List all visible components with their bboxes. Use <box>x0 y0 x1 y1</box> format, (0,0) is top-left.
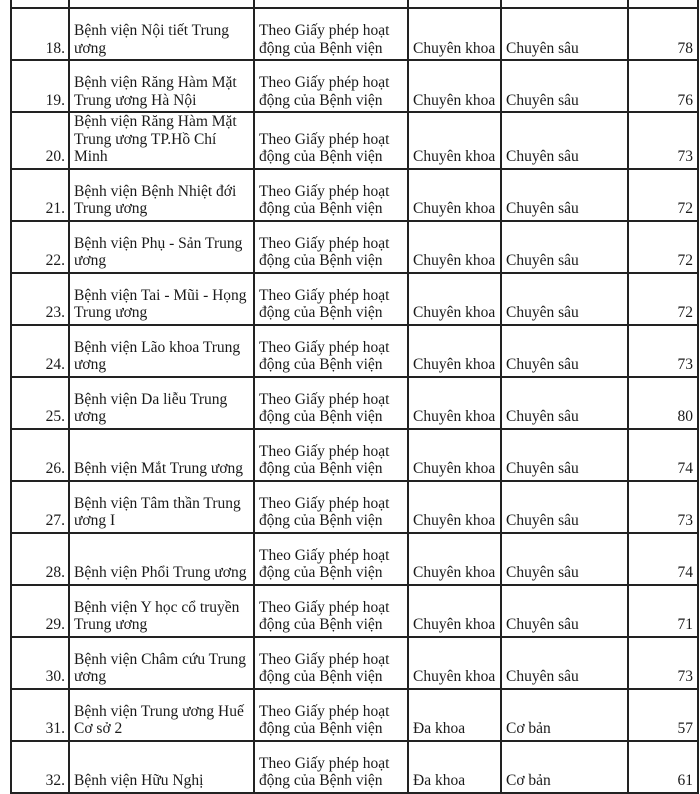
technical-level: Chuyên sâu <box>501 60 628 112</box>
table-row <box>11 112 698 169</box>
table-row <box>11 377 698 429</box>
hospital-name: Bệnh viện Mắt Trung ương <box>69 429 254 481</box>
hospital-type: Chuyên khoa <box>408 8 501 60</box>
table-row <box>11 533 698 585</box>
hospital-type: Chuyên khoa <box>408 112 501 169</box>
hospital-name: Bệnh viện Y học cổ truyền Trung ương <box>69 585 254 637</box>
license-scope: Theo Giấy phép hoạt động của Bệnh viện <box>254 429 408 481</box>
hospital-type: Chuyên khoa <box>408 533 501 585</box>
license-scope: Theo Giấy phép hoạt động của Bệnh viện <box>254 221 408 273</box>
hospital-type: Chuyên khoa <box>408 325 501 377</box>
technical-level: Chuyên sâu <box>501 533 628 585</box>
table-row <box>11 585 698 637</box>
table-row <box>11 8 698 60</box>
score: 72 <box>628 221 698 273</box>
hospital-name: Bệnh viện Phổi Trung ương <box>69 533 254 585</box>
license-scope: Theo Giấy phép hoạt động của Bệnh viện <box>254 637 408 689</box>
score: 80 <box>628 377 698 429</box>
hospital-name: Bệnh viện Trung ương Huế Cơ sở 2 <box>69 689 254 741</box>
row-number: 32. <box>11 741 69 793</box>
table-row <box>11 741 698 793</box>
hospital-name: Bệnh viện Nội tiết Trung ương <box>69 8 254 60</box>
row-number: 27. <box>11 481 69 533</box>
hospital-type: Chuyên khoa <box>408 637 501 689</box>
table-row <box>11 60 698 112</box>
hospital-type: Đa khoa <box>408 741 501 793</box>
row-number: 23. <box>11 273 69 325</box>
table-row <box>11 221 698 273</box>
technical-level: Chuyên sâu <box>501 169 628 221</box>
row-number: 29. <box>11 585 69 637</box>
technical-level: Chuyên sâu <box>501 112 628 169</box>
row-number: 31. <box>11 689 69 741</box>
technical-level: Cơ bản <box>501 741 628 793</box>
table-row <box>11 169 698 221</box>
score: 74 <box>628 533 698 585</box>
hospital-type: Chuyên khoa <box>408 481 501 533</box>
hospital-type: Chuyên khoa <box>408 169 501 221</box>
technical-level: Chuyên sâu <box>501 325 628 377</box>
hospital-name: Bệnh viện Bệnh Nhiệt đới Trung ương <box>69 169 254 221</box>
hospital-name: Bệnh viện Tâm thần Trung ương I <box>69 481 254 533</box>
technical-level: Chuyên sâu <box>501 221 628 273</box>
technical-level: Chuyên sâu <box>501 377 628 429</box>
cell <box>69 0 254 8</box>
license-scope: Theo Giấy phép hoạt động của Bệnh viện <box>254 585 408 637</box>
score: 72 <box>628 169 698 221</box>
hospital-type: Chuyên khoa <box>408 377 501 429</box>
license-scope: Theo Giấy phép hoạt động của Bệnh viện <box>254 8 408 60</box>
hospital-type: Chuyên khoa <box>408 221 501 273</box>
table-row <box>11 637 698 689</box>
table-row <box>11 429 698 481</box>
cell <box>501 0 628 8</box>
license-scope: Theo Giấy phép hoạt động của Bệnh viện <box>254 741 408 793</box>
table-row <box>11 689 698 741</box>
hospital-name: Bệnh viện Lão khoa Trung ương <box>69 325 254 377</box>
row-number: 25. <box>11 377 69 429</box>
technical-level: Chuyên sâu <box>501 585 628 637</box>
row-number: 22. <box>11 221 69 273</box>
hospital-type: Chuyên khoa <box>408 273 501 325</box>
hospital-name: Bệnh viện Phụ - Sản Trung ương <box>69 221 254 273</box>
score: 61 <box>628 741 698 793</box>
score: 73 <box>628 325 698 377</box>
hospital-name: Bệnh viện Tai - Mũi - Họng Trung ương <box>69 273 254 325</box>
hospital-name: Bệnh viện Răng Hàm Mặt Trung ương Hà Nội <box>69 60 254 112</box>
technical-level: Chuyên sâu <box>501 637 628 689</box>
license-scope: Theo Giấy phép hoạt động của Bệnh viện <box>254 169 408 221</box>
table-row <box>11 481 698 533</box>
license-scope: Theo Giấy phép hoạt động của Bệnh viện <box>254 481 408 533</box>
technical-level: Chuyên sâu <box>501 273 628 325</box>
cell <box>254 0 408 8</box>
score: 74 <box>628 429 698 481</box>
hospital-name: Bệnh viện Châm cứu Trung ương <box>69 637 254 689</box>
license-scope: Theo Giấy phép hoạt động của Bệnh viện <box>254 689 408 741</box>
license-scope: Theo Giấy phép hoạt động của Bệnh viện <box>254 273 408 325</box>
cell <box>408 0 501 8</box>
hospital-name: Bệnh viện Hữu Nghị <box>69 741 254 793</box>
score: 73 <box>628 637 698 689</box>
row-number: 28. <box>11 533 69 585</box>
row-number: 26. <box>11 429 69 481</box>
row-number: 24. <box>11 325 69 377</box>
technical-level: Chuyên sâu <box>501 429 628 481</box>
hospital-type: Chuyên khoa <box>408 429 501 481</box>
table-row-partial <box>11 0 698 8</box>
row-number: 30. <box>11 637 69 689</box>
hospital-type: Chuyên khoa <box>408 60 501 112</box>
row-number: 18. <box>11 8 69 60</box>
hospital-name: Bệnh viện Răng Hàm Mặt Trung ương TP.Hồ Chí Minh <box>69 112 254 169</box>
score: 76 <box>628 60 698 112</box>
license-scope: Theo Giấy phép hoạt động của Bệnh viện <box>254 325 408 377</box>
license-scope: Theo Giấy phép hoạt động của Bệnh viện <box>254 377 408 429</box>
row-number: 21. <box>11 169 69 221</box>
technical-level: Cơ bản <box>501 689 628 741</box>
score: 72 <box>628 273 698 325</box>
score: 57 <box>628 689 698 741</box>
table-row <box>11 325 698 377</box>
row-number: 19. <box>11 60 69 112</box>
score: 73 <box>628 112 698 169</box>
score: 73 <box>628 481 698 533</box>
cell <box>11 0 69 8</box>
table-row <box>11 273 698 325</box>
cell <box>628 0 698 8</box>
license-scope: Theo Giấy phép hoạt động của Bệnh viện <box>254 112 408 169</box>
technical-level: Chuyên sâu <box>501 8 628 60</box>
hospital-table <box>10 0 699 794</box>
score: 71 <box>628 585 698 637</box>
hospital-name: Bệnh viện Da liễu Trung ương <box>69 377 254 429</box>
hospital-type: Chuyên khoa <box>408 585 501 637</box>
license-scope: Theo Giấy phép hoạt động của Bệnh viện <box>254 60 408 112</box>
license-scope: Theo Giấy phép hoạt động của Bệnh viện <box>254 533 408 585</box>
technical-level: Chuyên sâu <box>501 481 628 533</box>
score: 78 <box>628 8 698 60</box>
row-number: 20. <box>11 112 69 169</box>
hospital-type: Đa khoa <box>408 689 501 741</box>
